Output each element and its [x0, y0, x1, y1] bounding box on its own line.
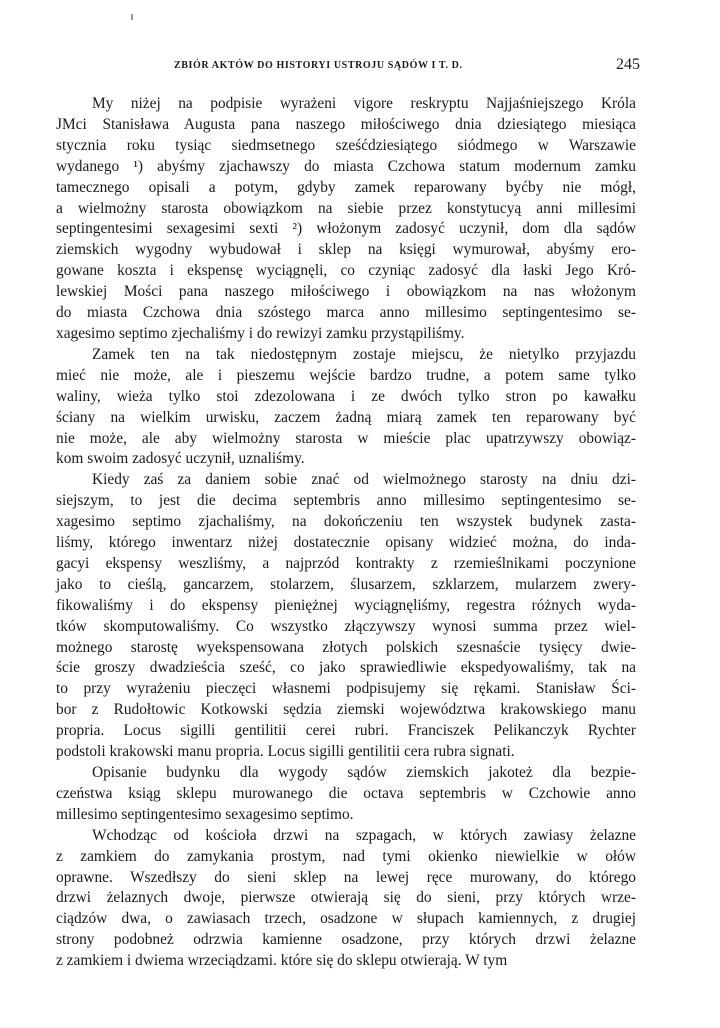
paragraph [56, 345, 636, 470]
text-line: jako to cieślą, gancarzem, stolarzem, ślusarzem, szklarzem, mularzem zwery- [56, 575, 636, 593]
text-line: z zamkiem do zamykania prostym, nad tymi okienko niewielkie w ołów [56, 847, 636, 865]
body-text [56, 94, 636, 972]
text-line: tków skomputowaliśmy. Co wszystko złączywszy wynosi summa przez wiel- [56, 617, 636, 635]
paragraph [56, 763, 636, 826]
text-line: drzwi żelaznych dwoje, pierwsze otwierają się do sieni, przy których wrze- [56, 889, 636, 907]
text-line: siejszym, to jest die decima septembris anno millesimo septingentesimo se- [56, 492, 636, 510]
text-line: ście groszy dwadzieścia sześć, co jako sprawiedliwie ekspedyowaliśmy, tak na [56, 659, 636, 677]
text-line: waliny, wieża tylko stoi zdezolowana i ze dwóch tylko stron po kawałku [56, 387, 636, 405]
text-line: millesimo septingentesimo sexagesimo septimo. [56, 805, 354, 823]
text-line: ziemskich wygodny wybudował i sklep na księgi wymurował, abyśmy ero- [56, 241, 636, 259]
text-line: z zamkiem i dwiema wrzeciądzami. które się do sklepu otwierają. W tym [56, 952, 508, 970]
page-header [56, 56, 640, 78]
text-line: to przy wyrażeniu pieczęci własnemi podpisujemy się rękami. Stanisław Ści- [56, 680, 636, 698]
text-line: fikowaliśmy i do ekspensy pieniężnej wyciągnęliśmy, regestra różnych wyda- [56, 596, 636, 614]
text-line: możnego starostę wyekspensowana złotych polskich szesnaście tysięcy dwie- [56, 638, 636, 656]
text-line: ściany na wielkim urwisku, zaczem żadną miarą zamek ten reparowany być [56, 408, 636, 426]
page-number: 245 [616, 56, 640, 73]
text-line: Opisanie budynku dla wygody sądów ziemskich jakoteż dla bezpie- [92, 764, 636, 781]
text-line: oprawne. Wszedłszy do sieni sklep na lewej ręce murowany, do którego [56, 868, 636, 886]
text-line: czeństwa ksiąg sklepu murowanego die octava septembris w Czchowie anno [56, 784, 636, 802]
text-line: wydanego ¹) abyśmy zjachawszy do miasta Czchowa statum modernum zamku [56, 157, 636, 175]
text-line: Wchodząc od kościoła drzwi na szpagach, w których zawiasy żelazne [92, 826, 636, 844]
text-line: podstoli krakowski manu propria. Locus sigilli gentilitii cera rubra signati. [56, 743, 515, 761]
text-line: JMci Stanisława Augusta pana naszego miłościwego dnia dziesiątego miesiąca [56, 115, 636, 133]
text-line: propria. Locus sigilli gentilitii cerei rubri. Franciszek Pelikanczyk Rychter [56, 722, 636, 740]
text-line: tamecznego opisali a potym, gdyby zamek reparowany byćby nie mógł, [56, 178, 636, 196]
text-line: septingentesimi sexagesimi sexti ²) włożonym zadosyć uczynił, dom dla sądów [56, 220, 636, 238]
text-line: do miasta Czchowa dnia szóstego marca anno millesimo septingentesimo se- [56, 304, 636, 322]
text-line: Zamek ten na tak niedostępnym zostaje miejscu, że nietylko przyjazdu [92, 345, 636, 363]
text-line: liśmy, którego inwentarz niżej dostatecznie opisany widzieć można, do inda- [56, 534, 636, 552]
text-line: xagesimo septimo zjachaliśmy, na dokończeniu ten wszystek budynek zasta- [56, 513, 636, 531]
text-line: mieć nie może, ale i pieszemu wejście bardzo trudne, a potem same tylko [56, 366, 636, 384]
text-line: kom swoim zadosyć uczynił, uznaliśmy. [56, 450, 305, 468]
paragraph [56, 826, 636, 972]
running-title: ZBIÓR AKTÓW DO HISTORYI USTROJU SĄDÓW I T. D. [174, 60, 463, 71]
text-line: nie może, ale aby wielmożny starosta w mieście plac upatrzywszy obowiąz- [56, 429, 636, 447]
text-line: bor z Rudołtowic Kotkowski sędzia ziemski województwa krakowskiego manu [56, 701, 636, 719]
text-line: gacyi ekspensy weszliśmy, a najprzód kontrakty z rzemieślnikami poczynione [56, 554, 636, 572]
text-line: Kiedy zaś za daniem sobie znać od wielmożnego starosty na dniu dzi- [92, 471, 636, 489]
text-line: stycznia roku tysiąc siedmsetnego sześćdziesiątego siódmego w Warszawie [56, 136, 636, 154]
paragraph [56, 94, 636, 345]
text-line: lewskiej Mości pana naszego miłościwego i obowiązkom na nas włożonym [56, 283, 636, 301]
text-line: a wielmożny starosta obowiązkom na siebie przez konstytucyą anni millesimi [56, 199, 636, 217]
text-line: strony podobneż odrzwia kamienne osadzone, przy których drzwi żelazne [56, 931, 636, 949]
text-line: ciądzów dwa, o zawiasach trzech, osadzone w słupach kamiennych, z drugiej [56, 910, 636, 928]
text-line: xagesimo septimo zjechaliśmy i do rewizyi zamku przystąpiliśmy. [56, 324, 465, 342]
scan-speck [131, 14, 133, 20]
paragraph [56, 470, 636, 763]
text-line: My niżej na podpisie wyrażeni vigore reskryptu Najjaśniejszego Króla [92, 95, 636, 112]
text-line: gowane koszta i ekspensę wyciągnęli, co czyniąc zadosyć dla łaski Jego Kró- [56, 262, 636, 280]
